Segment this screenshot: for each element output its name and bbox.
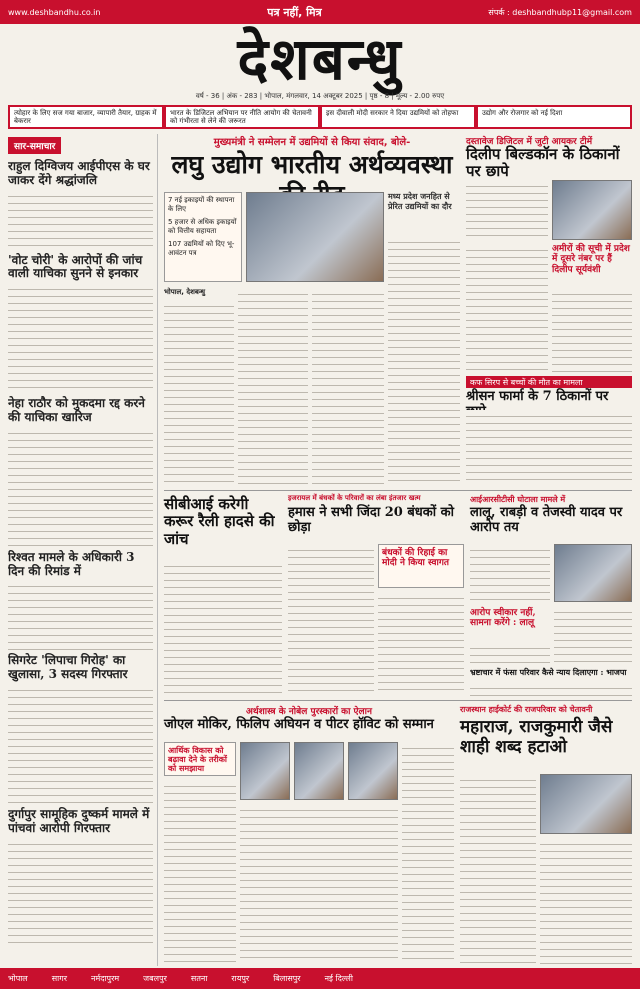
teaser-item[interactable]: त्योहार के लिए सज गया बाजार, व्यापारी तैयार, ग्राहक में बेकरार [10, 107, 162, 127]
right-headline[interactable]: दिलीप बिल्डकॉन के ठिकानों पर छापे [466, 145, 620, 181]
article-body [8, 580, 153, 650]
article-body [240, 804, 398, 964]
brief-headline[interactable]: नेहा राठौर को मुकदमा रद्द करने की याचिका खारिज [8, 396, 145, 424]
main-headline[interactable]: लघु उद्योग भारतीय अर्थव्यवस्था [171, 150, 453, 179]
laureate-sketch-3 [348, 742, 398, 800]
nobel-box-headline[interactable]: आर्थिक विकास को बढ़ावा देने के तरीकों को समझाया [168, 745, 227, 774]
article-body [552, 288, 632, 372]
brief-headline[interactable]: 'वोट चोरी' के आरोपों की जांच वाली याचिका सुनने से इनकार [8, 252, 143, 281]
article-body [8, 684, 153, 804]
brief-headline[interactable]: रिश्वत मामले के अधिकारी 3 दिन की रिमांड में [8, 549, 135, 578]
divider [164, 490, 632, 491]
article-body [470, 682, 632, 696]
article-body [164, 780, 236, 964]
newspaper-title: देशबन्धु [237, 25, 403, 93]
nobel-kicker: अर्थशास्त्र के नोबेल पुरस्कारों का ऐलान [246, 707, 372, 717]
article-body [466, 244, 548, 372]
article-body [312, 288, 384, 486]
event-photo [246, 192, 384, 282]
teaser-strip [8, 105, 632, 129]
article-body [388, 236, 460, 486]
article-body [554, 606, 632, 666]
bjp-subheadline[interactable]: भ्रष्टाचार में फंसा परिवार कैसे न्याय दिलाएगा : भाजपा [470, 667, 627, 677]
article-body [460, 774, 536, 964]
footer-edition[interactable]: नर्मदापुरम [91, 974, 120, 983]
article-body [402, 742, 454, 964]
cbi-headline[interactable]: सीबीआई करेगी करूर रैली हादसे की जांच [164, 495, 275, 548]
section-tag: सार-समाचार [8, 137, 61, 154]
top-bar [0, 0, 640, 24]
dateline: वर्ष - 36 | अंक - 283 | भोपाल, मंगलवार, 14 अक्टूबर 2025 | पृष्ठ - 8 | मूल्य - 2.00 रुपए [195, 92, 445, 100]
main-kicker: मुख्यमंत्री ने सम्मेलन में उद्यमियों से किया संवाद, बोले- [213, 137, 411, 148]
article-body [378, 592, 464, 696]
brief-headline[interactable]: दुर्गापुर सामूहिक दुष्कर्म मामले में पांचवां आरोपी गिरफ्तार [8, 806, 150, 835]
article-body [164, 560, 282, 696]
irctc-subheadline[interactable]: आरोप स्वीकार नहीं, सामना करेंगे : लालू [470, 608, 536, 629]
rajasthan-headline[interactable]: महाराज, राजकुमारी जैसे शाही शब्द हटाओ [460, 717, 613, 757]
highlights-box [164, 192, 242, 282]
footer-edition[interactable]: सागर [51, 974, 68, 983]
contact-email[interactable]: संपर्क : deshbandhubp11@gmail.com [488, 7, 632, 17]
footer-edition[interactable]: भोपाल [8, 974, 28, 983]
website-link[interactable]: www.deshbandhu.co.in [8, 7, 101, 17]
divider [164, 700, 632, 701]
right-headline-2[interactable]: श्रीसन फार्मा के 7 ठिकानों पर [466, 389, 609, 404]
rajasthan-kicker: राजस्थान हाईकोर्ट की राजपरिवार को चेतावनी [460, 705, 593, 714]
highlight-item: 5 हजार से अधिक इकाइयों को वित्तीय सहायता [168, 218, 237, 236]
modi-box-headline[interactable]: बंधकों की रिहाई का मोदी ने किया स्वागत [382, 548, 450, 569]
israel-kicker: इजरायल में बंधकों के परिवारों का लंबा इंतजार खत्म [288, 494, 421, 502]
article-body [8, 190, 153, 250]
nobel-headline[interactable]: जोएल मोकिर, फिलिप अघियन व पीटर हॉविट को सम्मान [164, 717, 434, 732]
palace-photo [540, 774, 632, 834]
irctc-headline[interactable]: लालू, राबड़ी व तेजस्वी यादव पर आरोप तय [470, 505, 623, 535]
article-body [8, 283, 153, 393]
nobel-box [164, 742, 236, 776]
article-body [238, 288, 308, 486]
israel-headline[interactable]: हमास ने सभी जिंदा 20 बंधकों को छोड़ा [288, 505, 454, 535]
right-subheadline[interactable]: अमीरों की सूची में प्रदेश में दूसरे नंबर पर हैं दिलीप सूर्यवंशी [552, 244, 630, 275]
modi-box [378, 544, 464, 588]
highlight-item: 107 उद्यमियों को दिए भू-आवंटन पत्र [168, 240, 235, 258]
building-photo [552, 180, 632, 240]
highlight-item: 7 नई इकाइयों की स्थापना के लिए [168, 196, 235, 214]
footer-edition[interactable]: बिलासपुर [273, 974, 301, 983]
footer-edition[interactable]: नई दिल्ली [324, 974, 353, 983]
footer-bar [0, 968, 640, 989]
footer-edition[interactable]: जबलपुर [143, 974, 167, 983]
article-body [8, 838, 153, 948]
left-column [8, 134, 158, 966]
article-body [8, 427, 153, 547]
laureate-sketch-2 [294, 742, 344, 800]
footer-edition[interactable]: रायपुर [231, 974, 250, 983]
right-kicker: दस्तावेज डिजिटल में जुटी आयकर टीमें [466, 137, 593, 147]
footer-edition[interactable]: सतना [190, 974, 208, 983]
teaser-item[interactable]: भारत के डिजिटल अभियान पर नीति आयोग की चेतावनी को गंभीरता से लेने की जरूरत [166, 107, 318, 127]
article-body [470, 642, 550, 666]
teaser-item[interactable]: इस दीवाली मोदी सरकार ने दिया उद्यमियों को ताेहफा [322, 107, 474, 127]
irctc-kicker: आईआरसीटीसी घोटाला मामले में [470, 495, 566, 504]
laureate-sketch-1 [240, 742, 290, 800]
article-body [164, 300, 234, 486]
tagline: पत्र नहीं, मित्र [267, 5, 322, 19]
side-headline[interactable]: मध्य प्रदेश जनहित से प्रेरित उद्यमियों का दौर [388, 192, 452, 211]
masthead [0, 26, 640, 92]
brief-headline[interactable]: सिगरेट 'लिपाचा गिरोह' का खुलासा, 3 सदस्य गिरफ्तार [8, 653, 128, 682]
article-body [470, 544, 550, 604]
brief-headline[interactable]: राहुल दिग्विजय आईपीएस के घर जाकर देंगे श्रद्धांजलि [8, 159, 150, 187]
teaser-item[interactable]: उद्योग और रोजगार को नई दिशा [478, 107, 630, 127]
right-kicker-2: कफ सिरप से बच्चों की मौत का मामला [466, 376, 632, 388]
dateline-caption: भोपाल, देशबन्धु [164, 288, 206, 296]
article-body [540, 838, 632, 964]
lalu-photo [554, 544, 632, 602]
article-body [466, 410, 632, 486]
article-body [466, 180, 548, 240]
article-body [288, 544, 374, 696]
